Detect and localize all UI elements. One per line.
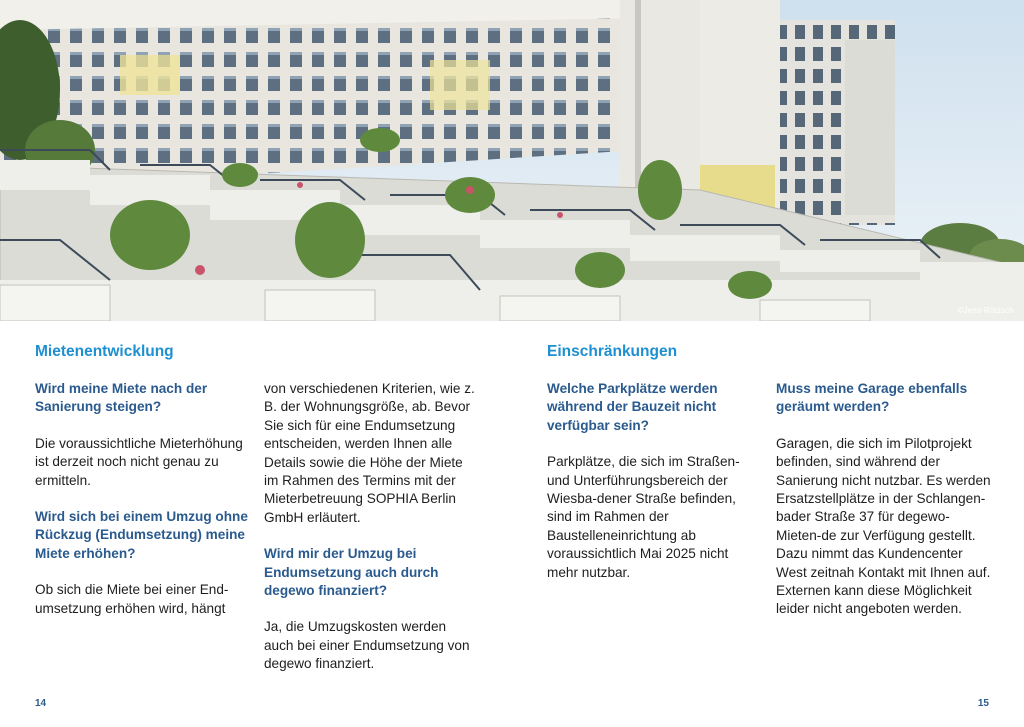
page-number-left: 14 (35, 698, 47, 709)
answer-parkplaetze: Parkplätze, die sich im Straßen- und Unterführungsbereich der Wiesba-dener Straße befinden, sind im Rahmen der Baustelleneinrichtung ab voraussichtlich Mai 2025 nicht mehr nutzbar. (547, 454, 740, 580)
answer-endumsetzung-miete-part2: von verschiedenen Kriterien, wie z. B. der Wohnungsgröße, ab. Bevor Sie sich für eine Endumsetzung entscheiden, werden Ihnen alle Details sowie die Höhe der Miete im Rahmen des Termins mit der Mieterbetreuung SOPHIA Berlin GmbH erläutert. (264, 381, 475, 525)
answer-umzug-finanziert: Ja, die Umzugskosten werden auch bei einer Endumsetzung von degewo finanziert. (264, 619, 470, 672)
answer-endumsetzung-miete-part1: Ob sich die Miete bei einer End-umsetzung erhöhen wird, hängt (35, 582, 229, 616)
photo-credit: ©Jens Rötzsch (957, 306, 1014, 315)
answer-garage: Garagen, die sich im Pilotprojekt befinden, sind während der Sanierung nicht nutzbar. Es werden Ersatzstellplätze in der Schlangen-bader Straße 37 für degewo-Mieten-de zur Verfügung gestellt. Dazu nimmt das Kundencenter West zeitnah Kontakt mit Ihnen auf. Externen kann diese Möglichkeit leider nicht angeboten werden. (776, 435, 991, 617)
section-title-mietenentwicklung: Mietenentwicklung (35, 343, 174, 360)
question-umzug-finanziert: Wird mir der Umzug bei Endumsetzung auch durch degewo finanziert? (264, 546, 439, 599)
hero-photo (0, 0, 1024, 321)
answer-miete-steigen: Die voraussichtliche Mieterhöhung ist derzeit noch nicht genau zu ermitteln. (35, 435, 243, 488)
question-endumsetzung-miete: Wird sich bei einem Umzug ohne Rückzug (Endumsetzung) meine Miete erhöhen? (35, 509, 248, 561)
right-column-1 (547, 380, 762, 600)
question-garage: Muss meine Garage ebenfalls geräumt werden? (776, 381, 968, 415)
question-miete-steigen: Wird meine Miete nach der Sanierung steigen? (35, 381, 208, 415)
left-column-2 (264, 380, 479, 692)
right-column-2 (776, 380, 991, 637)
section-title-einschraenkungen: Einschränkungen (547, 343, 678, 360)
page-number-right: 15 (977, 698, 989, 709)
question-parkplaetze: Welche Parkplätze werden während der Bauzeit nicht verfügbar sein? (547, 381, 718, 433)
left-column-1 (35, 380, 250, 636)
